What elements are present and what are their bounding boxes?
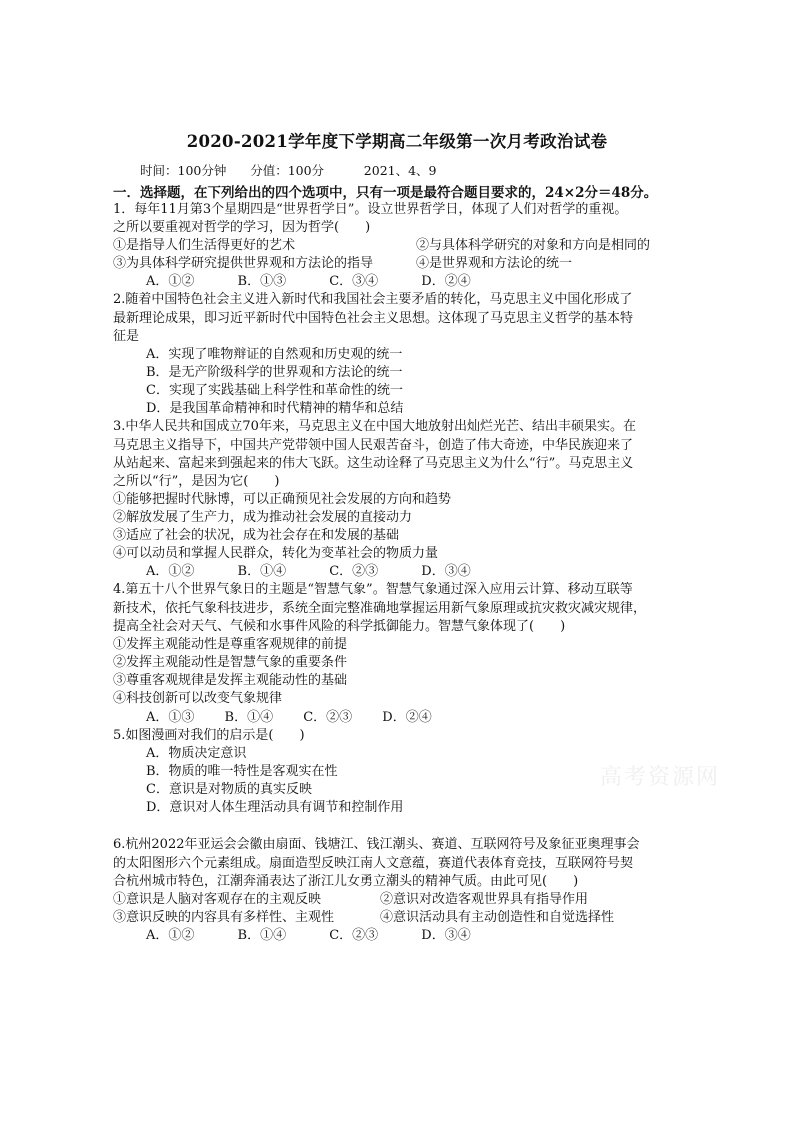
question-4-stem-line: 4.第五十八个世界气象日的主题是“智慧气象”。智慧气象通过深入应用云计算、移动互联等	[113, 582, 633, 597]
question-3-option-2: ②解放发展了生产力，成为推动社会发展的直接动力	[113, 510, 413, 525]
section-heading: 一．选择题，在下列给出的四个选项中，只有一项是最符合题目要求的，24×2分＝48分。	[113, 185, 658, 201]
exam-title: 2020-2021学年度下学期高二年级第一次月考政治试卷	[186, 132, 608, 151]
question-3-option-3: ③适应了社会的状况，成为社会存在和发展的基础	[113, 528, 400, 543]
question-5-choice-a: A．物质决定意识	[146, 746, 247, 761]
question-3-stem-line: 从站起来、富起来到强起来的伟大飞跃。这生动诠释了马克思主义为什么“行”。马克思主义	[113, 456, 634, 471]
question-6-option-3: ③意识反映的内容具有多样性、主观性	[113, 910, 335, 925]
question-6-stem-line: 合杭州城市特色，江潮奔涌表达了浙江儿女勇立潮头的精神气质。由此可见( )	[113, 874, 579, 889]
question-1-stem-line: 1．每年11月第3个星期四是“世界哲学日”。设立世界哲学日，体现了人们对哲学的重视。	[113, 202, 628, 217]
question-5-choice-d: D．意识对人体生理活动具有调节和控制作用	[146, 800, 404, 815]
question-5-choice-c: C．意识是对物质的真实反映	[146, 782, 312, 797]
question-6-option-1: ①意识是人脑对客观存在的主观反映	[113, 892, 322, 907]
question-1-option-3: ③为具体科学研究提供世界观和方法论的指导	[113, 256, 374, 271]
question-1-option-4: ④是世界观和方法论的统一	[416, 256, 573, 271]
question-4-option-1: ①发挥主观能动性是尊重客观规律的前提	[113, 637, 348, 652]
question-2-choice-d: D．是我国革命精神和时代精神的精华和总结	[146, 401, 404, 416]
question-1-option-1: ①是指导人们生活得更好的艺术	[113, 238, 296, 253]
question-2-stem-line: 征是	[113, 329, 140, 344]
question-3-stem-line: 3.中华人民共和国成立70年来，马克思主义在中国大地放射出灿烂光芒、结出丰硕果实。在	[113, 419, 636, 434]
question-2-choice-c: C．实现了实践基础上科学性和革命性的统一	[146, 383, 403, 398]
question-4-option-2: ②发挥主观能动性是智慧气象的重要条件	[113, 655, 348, 670]
question-2-stem-line: 最新理论成果，即习近平新时代中国特色社会主义思想。这体现了马克思主义哲学的基本特	[113, 311, 634, 326]
question-1-stem-line: 之所以要重视对哲学的学习，因为哲学( )	[113, 220, 371, 235]
question-4-choices: A．①③ B．①④ C．②③ D．②④	[146, 710, 432, 725]
question-4-option-3: ③尊重客观规律是发挥主观能动性的基础	[113, 673, 348, 688]
question-3-stem-line: 之所以“行”，是因为它( )	[113, 474, 280, 489]
question-4-option-4: ④科技创新可以改变气象规律	[113, 691, 283, 706]
question-4-stem-line: 新技术，依托气象科技进步，系统全面完整准确地掌握运用新气象原理或抗灾救灾减灾规律，	[113, 601, 647, 616]
question-3-option-4: ④可以动员和掌握人民群众，转化为变革社会的物质力量	[113, 546, 439, 561]
exam-meta: 时间：100分钟 分值：100分 2021、4、9	[140, 163, 437, 178]
question-5-stem-line: 5.如图漫画对我们的启示是( )	[113, 728, 305, 743]
question-6-option-4: ④意识活动具有主动创造性和自觉选择性	[380, 910, 615, 925]
question-6-stem-line: 的太阳图形六个元素组成。扇面造型反映江南人文意蕴，赛道代表体育竞技，互联网符号契	[113, 856, 634, 871]
question-4-stem-line: 提高全社会对天气、气候和水事件风险的科学抵御能力。智慧气象体现了( )	[113, 619, 566, 634]
question-5-choice-b: B．物质的唯一特性是客观实在性	[146, 764, 338, 779]
question-3-option-1: ①能够把握时代脉博，可以正确预见社会发展的方向和趋势	[113, 492, 452, 507]
question-1-option-2: ②与具体科学研究的对象和方向是相同的	[416, 238, 651, 253]
question-1-choices: A．①② B．①③ C．③④ D．②④	[146, 274, 471, 289]
question-2-stem-line: 2.随着中国特色社会主义进入新时代和我国社会主要矛盾的转化，马克思主义中国化形成了	[113, 292, 633, 307]
question-2-choice-a: A．实现了唯物辩证的自然观和历史观的统一	[146, 347, 403, 362]
question-6-choices: A．①② B．①④ C．②③ D．③④	[146, 928, 471, 943]
question-3-stem-line: 马克思主义指导下，中国共产党带领中国人民艰苦奋斗，创造了伟大奇迹，中华民族迎来了	[113, 438, 634, 453]
watermark: 高考资源网	[600, 765, 721, 790]
question-6-stem-line: 6.杭州2022年亚运会会徽由扇面、钱塘江、钱江潮头、赛道、互联网符号及象征亚奥理事会	[113, 837, 640, 852]
question-6-option-2: ②意识对改造客观世界具有指导作用	[380, 892, 589, 907]
question-2-choice-b: B．是无产阶级科学的世界观和方法论的统一	[146, 365, 403, 380]
question-3-choices: A．①② B．①④ C．②③ D．③④	[146, 564, 471, 579]
